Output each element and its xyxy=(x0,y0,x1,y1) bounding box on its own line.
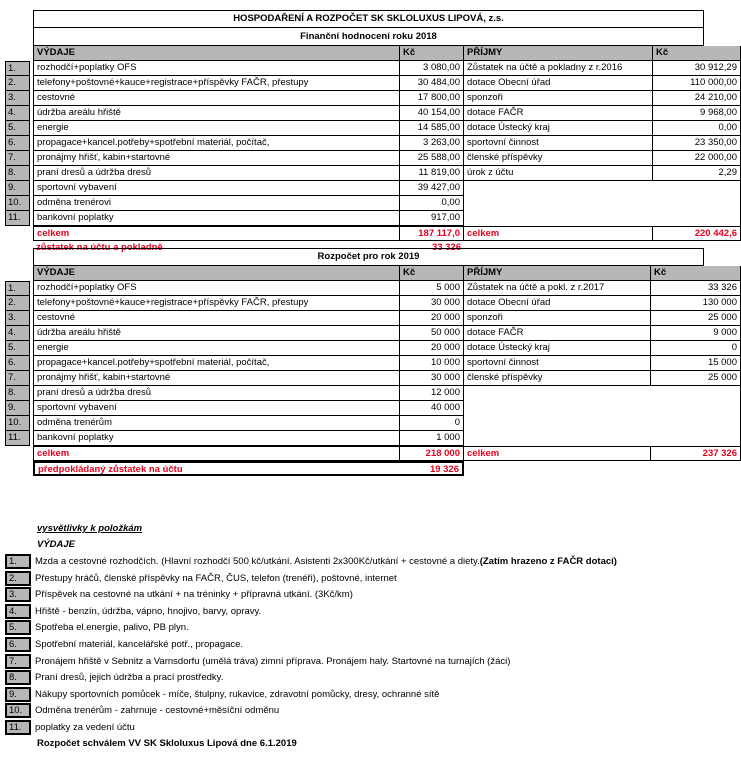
row-number: 6. xyxy=(5,356,30,371)
legend-number: 1. xyxy=(5,554,31,569)
legend-number: 10. xyxy=(5,703,31,718)
expense-label: energie xyxy=(33,121,400,136)
table-row xyxy=(33,121,741,136)
col-kc-prijmy: Kč xyxy=(651,266,741,281)
row-number: 6. xyxy=(5,136,30,151)
expense-amount: 20 000 xyxy=(400,311,464,326)
expense-amount: 30 000 xyxy=(400,296,464,311)
expense-amount: 1 000 xyxy=(400,431,464,446)
table-header-row xyxy=(33,266,741,281)
heading-2019-box xyxy=(33,248,704,266)
table-row xyxy=(33,166,741,181)
income-amount: 110 000,00 xyxy=(653,76,741,91)
col-prijmy: PŘÍJMY xyxy=(464,266,651,281)
table-row xyxy=(33,196,741,211)
expense-label: bankovní poplatky xyxy=(33,211,400,226)
income-label: členské příspěvky xyxy=(464,151,653,166)
income-label: dotace FAČR xyxy=(464,106,653,121)
row-number: 2. xyxy=(5,76,30,91)
col-kc: Kč xyxy=(400,266,464,281)
legend-item-text xyxy=(35,604,261,619)
income-amount: 0 xyxy=(651,341,741,356)
table-row xyxy=(33,386,741,401)
table-row xyxy=(33,76,741,91)
legend-item-note: (Zatím hrazeno z FAČR dotací) xyxy=(479,556,617,567)
heading-2018: Finanční hodnocení roku 2018 xyxy=(300,31,437,42)
expense-label: pronájmy hřišť, kabin+startovné xyxy=(33,371,400,386)
table-header-row xyxy=(33,46,741,61)
expense-label: propagace+kancel.potřeby+spotřební materiál, počítač, xyxy=(33,356,400,371)
expense-amount: 40 154,00 xyxy=(400,106,464,121)
income-label: dotace Ústecký kraj xyxy=(464,121,653,136)
expense-amount: 10 000 xyxy=(400,356,464,371)
expense-amount: 11 819,00 xyxy=(400,166,464,181)
expense-amount: 30 484,00 xyxy=(400,76,464,91)
row-number: 1. xyxy=(5,61,30,76)
total-expense-label: celkem xyxy=(33,226,400,241)
expense-label: bankovní poplatky xyxy=(33,431,400,446)
table-row xyxy=(33,106,741,121)
income-empty xyxy=(464,196,741,211)
income-amount: 22 000,00 xyxy=(653,151,741,166)
legend-item-main: Přestupy hráčů, členské příspěvky na FAČR, ČUS, telefon (trenéři), poštovné, internet xyxy=(35,572,397,584)
row-number: 11. xyxy=(5,211,30,226)
expense-label: cestovné xyxy=(33,311,400,326)
total-expense-value: 218 000 xyxy=(400,446,464,461)
col-kc: Kč xyxy=(400,46,464,61)
table-row xyxy=(33,416,741,431)
expense-amount: 30 000 xyxy=(400,371,464,386)
heading-2019: Rozpočet pro rok 2019 xyxy=(317,251,420,262)
row-number: 4. xyxy=(5,326,30,341)
income-label: sportovní činnost xyxy=(464,356,651,371)
col-vydaje: VÝDAJE xyxy=(33,266,400,281)
income-amount: 0,00 xyxy=(653,121,741,136)
total-row xyxy=(33,226,741,241)
table-row xyxy=(33,281,741,296)
table-row xyxy=(33,151,741,166)
col-vydaje: VÝDAJE xyxy=(33,46,400,61)
legend-item-text xyxy=(35,571,397,586)
income-empty xyxy=(464,416,741,431)
income-amount: 30 912,29 xyxy=(653,61,741,76)
row-number: 2. xyxy=(5,296,30,311)
income-amount: 25 000 xyxy=(651,311,741,326)
expense-amount: 5 000 xyxy=(400,281,464,296)
row-number: 11. xyxy=(5,431,30,446)
table-row xyxy=(33,431,741,446)
expense-label: sportovní vybavení xyxy=(33,181,400,196)
row-number: 9. xyxy=(5,181,30,196)
total-expense-label: celkem xyxy=(33,446,400,461)
table-row xyxy=(33,401,741,416)
legend-item-main: poplatky za vedení účtu xyxy=(35,722,135,733)
legend-number: 9. xyxy=(5,687,31,702)
legend-number: 11. xyxy=(5,720,31,735)
income-empty xyxy=(464,181,741,196)
table-row xyxy=(33,91,741,106)
balance-value: 19 326 xyxy=(400,461,464,476)
income-empty xyxy=(464,386,741,401)
legend-item-main: Praní dresů, jejich údržba a prací prostředky. xyxy=(35,672,224,684)
legend-number: 4. xyxy=(5,604,31,619)
total-expense-value: 187 117,0 xyxy=(400,226,464,241)
legend-item-text xyxy=(35,687,439,702)
income-amount: 130 000 xyxy=(651,296,741,311)
income-amount: 15 000 xyxy=(651,356,741,371)
expense-amount: 40 000 xyxy=(400,401,464,416)
row-number: 7. xyxy=(5,371,30,386)
balance-label: zůstatek na účtu a pokladně xyxy=(36,242,163,253)
balance-value: 33 326 xyxy=(431,242,461,253)
expense-amount: 3 263,00 xyxy=(400,136,464,151)
col-prijmy: PŘÍJMY xyxy=(464,46,653,61)
row-number: 1. xyxy=(5,281,30,296)
table-row xyxy=(33,341,741,356)
income-amount: 9 968,00 xyxy=(653,106,741,121)
expense-amount: 917,00 xyxy=(400,211,464,226)
legend-item-text xyxy=(35,654,510,669)
expense-label: pronájmy hřišť, kabin+startovné xyxy=(33,151,400,166)
legend-item-main: Spotřeba el.energie, palivo, PB plyn. xyxy=(35,622,189,634)
row-number: 5. xyxy=(5,341,30,356)
row-number: 8. xyxy=(5,386,30,401)
income-label: sponzoři xyxy=(464,91,653,106)
row-number: 10. xyxy=(5,196,30,211)
document-title: HOSPODAŘENÍ A ROZPOČET SK SKLOLUXUS LIPOVÁ, z.s. xyxy=(233,13,504,24)
table-row xyxy=(33,371,741,386)
row-number: 7. xyxy=(5,151,30,166)
row-number: 3. xyxy=(5,311,30,326)
balance-label: předpokládaný zůstatek na účtu xyxy=(33,461,400,476)
balance-row xyxy=(33,461,464,476)
expense-amount: 50 000 xyxy=(400,326,464,341)
expense-label: praní dresů a údržba dresů xyxy=(33,166,400,181)
expense-amount: 0 xyxy=(400,416,464,431)
expense-label: cestovné xyxy=(33,91,400,106)
legend-number: 6. xyxy=(5,637,31,652)
expense-amount: 12 000 xyxy=(400,386,464,401)
row-number: 5. xyxy=(5,121,30,136)
legend-item-main: Mzda a cestovné rozhodčích. (Hlavní rozhodčí 500 kč/utkání. Asistenti 2x300Kč/utkání + cestovné a diety. xyxy=(35,556,480,567)
total-income-label: celkem xyxy=(464,226,653,241)
income-label: dotace Obecní úřad xyxy=(464,296,651,311)
expense-label: praní dresů a údržba dresů xyxy=(33,386,400,401)
income-label: sponzoři xyxy=(464,311,651,326)
table-row xyxy=(33,211,741,226)
row-number: 3. xyxy=(5,91,30,106)
legend-item-main: Nákupy sportovních pomůcek - míče, štulpny, rukavice, zdravotní pomůcky, dresy, ochranné sítě xyxy=(35,688,440,700)
legend-item-main: Hřiště - benzín, údržba, vápno, hnojivo, barvy, opravy. xyxy=(35,605,262,617)
income-empty xyxy=(464,401,741,416)
legend-number: 3. xyxy=(5,587,31,602)
col-kc-prijmy: Kč xyxy=(653,46,741,61)
expense-label: telefony+poštovné+kauce+registrace+příspěvky FAČR, přestupy xyxy=(33,296,400,311)
expense-label: odměna trenérovi xyxy=(33,196,400,211)
row-number: 9. xyxy=(5,401,30,416)
legend-item-text xyxy=(35,554,617,569)
expense-label: energie xyxy=(33,341,400,356)
legend-number: 7. xyxy=(5,654,31,669)
expense-label: údržba areálu hřiště xyxy=(33,326,400,341)
legend-item-main: Pronájem hřiště v Sebnitz a Varnsdorfu (umělá tráva) zimní příprava. Pronájem haly. Startovné na turnajích (žáci) xyxy=(35,655,511,667)
expense-amount: 14 585,00 xyxy=(400,121,464,136)
income-empty xyxy=(464,431,741,446)
income-label: dotace Ústecký kraj xyxy=(464,341,651,356)
income-amount: 2,29 xyxy=(653,166,741,181)
expense-label: telefony+poštovné+kauce+registrace+příspěvky FAČR, přestupy xyxy=(33,76,400,91)
legend-item-text xyxy=(35,587,353,602)
income-label: sportovní činnost xyxy=(464,136,653,151)
expense-label: propagace+kancel.potřeby+spotřební materiál, počítač, xyxy=(33,136,400,151)
income-label: Zůstatek na účtě a pokl. z r.2017 xyxy=(464,281,651,296)
table-row xyxy=(33,61,741,76)
income-amount: 9 000 xyxy=(651,326,741,341)
expense-amount: 20 000 xyxy=(400,341,464,356)
expense-amount: 25 588,00 xyxy=(400,151,464,166)
expense-label: rozhodčí+poplatky OFS xyxy=(33,281,400,296)
legend-item-main: Odměna trenérům - zahrnuje - cestovné+měsíční odměnu xyxy=(35,705,280,717)
legend-number: 5. xyxy=(5,620,31,635)
legend-number: 8. xyxy=(5,670,31,685)
income-label: úrok z účtu xyxy=(464,166,653,181)
total-income-value: 220 442,6 xyxy=(653,226,741,241)
row-number: 4. xyxy=(5,106,30,121)
income-amount: 23 350,00 xyxy=(653,136,741,151)
legend-item-text xyxy=(35,637,243,652)
income-amount: 24 210,00 xyxy=(653,91,741,106)
legend-item-main: Spotřební materiál, kancelářské potř., propagace. xyxy=(35,639,244,650)
income-label: dotace Obecní úřad xyxy=(464,76,653,91)
legend-number: 2. xyxy=(5,571,31,586)
table-row xyxy=(33,296,741,311)
income-label: členské příspěvky xyxy=(464,371,651,386)
legend-item-text xyxy=(35,720,135,735)
total-income-label: celkem xyxy=(464,446,651,461)
legend-heading: vysvětlivky k položkám xyxy=(37,523,143,534)
income-amount: 33 326 xyxy=(651,281,741,296)
table-row xyxy=(33,311,741,326)
expense-amount: 39 427,00 xyxy=(400,181,464,196)
expense-label: rozhodčí+poplatky OFS xyxy=(33,61,400,76)
approval-footer: Rozpočet schválem VV SK Skloluxus Lipová dne 6.1.2019 xyxy=(37,738,297,749)
table-row xyxy=(33,326,741,341)
expense-amount: 0,00 xyxy=(400,196,464,211)
table-row xyxy=(33,181,741,196)
legend-item-text xyxy=(35,703,279,718)
expense-amount: 17 800,00 xyxy=(400,91,464,106)
legend-item-text xyxy=(35,620,189,635)
expense-amount: 3 080,00 xyxy=(400,61,464,76)
income-empty xyxy=(464,211,741,226)
legend-item-text xyxy=(35,670,223,685)
income-amount: 25 000 xyxy=(651,371,741,386)
row-number: 10. xyxy=(5,416,30,431)
legend-item-main: Příspěvek na cestovné na utkání + na tréninky + přípravná utkání. (3Kč/km) xyxy=(35,589,353,601)
total-row xyxy=(33,446,741,461)
table-row xyxy=(33,136,741,151)
title-box xyxy=(33,10,704,28)
table-row xyxy=(33,356,741,371)
expense-label: sportovní vybavení xyxy=(33,401,400,416)
total-income-value: 237 326 xyxy=(651,446,741,461)
expense-label: odměna trenérům xyxy=(33,416,400,431)
income-label: dotace FAČR xyxy=(464,326,651,341)
legend-subheading: VÝDAJE xyxy=(37,539,76,550)
income-label: Zůstatek na účtě a pokladny z r.2016 xyxy=(464,61,653,76)
row-number: 8. xyxy=(5,166,30,181)
heading-2018-box xyxy=(33,28,704,46)
expense-label: údržba areálu hřiště xyxy=(33,106,400,121)
